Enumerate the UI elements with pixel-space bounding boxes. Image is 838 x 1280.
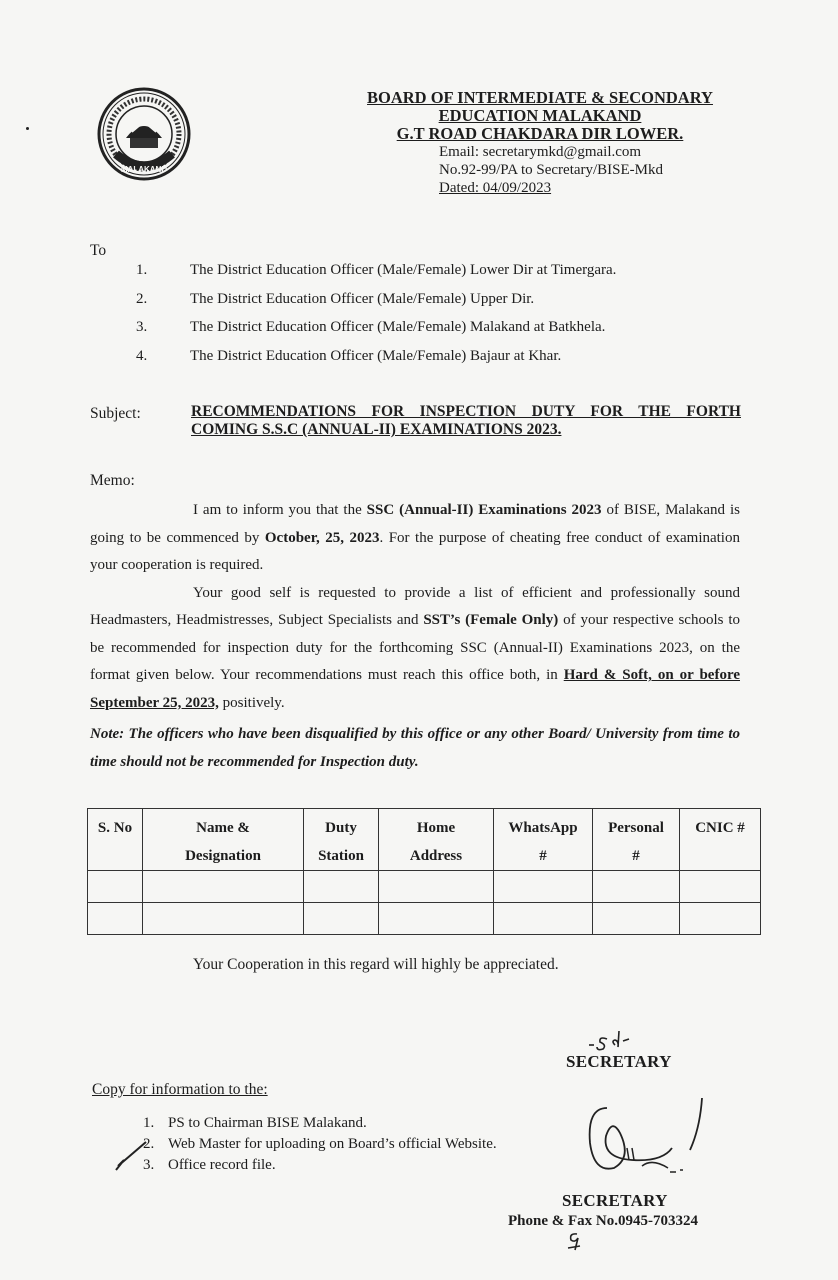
list-item: 2. The District Education Officer (Male/Female) Upper Dir. bbox=[136, 290, 535, 307]
board-address: G.T ROAD CHAKDARA DIR LOWER. bbox=[396, 124, 684, 143]
letterhead bbox=[340, 89, 740, 197]
svg-text:MALAKAND: MALAKAND bbox=[120, 165, 168, 174]
col-sno: S. No bbox=[88, 809, 143, 871]
paragraph-1: I am to inform you that the SSC (Annual-II) Examinations 2023 of BISE, Malakand is going to be commenced by October, 25, 2023. For the purpose of cheating free conduct of examination your cooperation is required. bbox=[90, 502, 740, 573]
col-whatsapp: WhatsApp # bbox=[494, 809, 593, 871]
table-header-row bbox=[88, 809, 761, 871]
board-name-line2: EDUCATION MALAKAND bbox=[438, 106, 642, 125]
cooperation-text: Your Cooperation in this regard will highly be appreciated. bbox=[193, 956, 559, 973]
to-label: To bbox=[90, 242, 107, 259]
col-home-address: Home Address bbox=[379, 809, 494, 871]
secretary-title-1: SECRETARY bbox=[566, 1052, 672, 1071]
col-duty-station: Duty Station bbox=[304, 809, 379, 871]
list-item: 1. PS to Chairman BISE Malakand. bbox=[143, 1115, 367, 1131]
table-row bbox=[88, 903, 761, 935]
scan-speck bbox=[26, 127, 29, 130]
list-item: 4. The District Education Officer (Male/Female) Bajaur at Khar. bbox=[136, 347, 562, 364]
phone-fax: Phone & Fax No.0945-703324 bbox=[508, 1213, 698, 1229]
copy-title: Copy for information to the: bbox=[92, 1081, 268, 1098]
subject-text: RECOMMENDATIONS FOR INSPECTION DUTY FOR THE FORTH COMING S.S.C (ANNUAL-II) EXAMINATIONS 2023. bbox=[191, 403, 741, 438]
list-item: 2. Web Master for uploading on Board’s official Website. bbox=[143, 1136, 497, 1152]
handwritten-mark bbox=[565, 1230, 585, 1252]
list-item: 3. Office record file. bbox=[143, 1157, 276, 1173]
board-name-line1: BOARD OF INTERMEDIATE & SECONDARY bbox=[367, 88, 713, 107]
copy-list bbox=[143, 1115, 497, 1178]
list-item: 3. The District Education Officer (Male/Female) Malakand at Batkhela. bbox=[136, 319, 606, 335]
col-name: Name & Designation bbox=[143, 809, 304, 871]
paragraph-2: Your good self is requested to provide a list of efficient and professionally sound Headmasters, Headmistresses, Subject Specialists and SST’s (Female Only) of your respective schools to be recommended for inspection duty for the forthcoming SSC (Annual-II) Examinations 2023, on the format given below. Your recommendations must reach this office both, in Hard & Soft, on or before September 25, 2023, positively. bbox=[90, 584, 740, 711]
reference-number: No.92-99/PA to Secretary/BISE-Mkd bbox=[439, 162, 664, 178]
memo-body bbox=[90, 497, 740, 717]
table-row bbox=[88, 871, 761, 903]
board-email: Email: secretarymkd@gmail.com bbox=[439, 144, 642, 160]
col-personal: Personal # bbox=[593, 809, 680, 871]
letter-date: Dated: 04/09/2023 bbox=[439, 180, 552, 196]
recipient-list bbox=[136, 262, 616, 376]
recommendation-format-table bbox=[87, 808, 761, 935]
memo-label: Memo: bbox=[90, 472, 135, 489]
note-text: Note: The officers who have been disqualified by this office or any other Board/ University from time to time should not be recommended for Inspection duty. bbox=[90, 726, 740, 770]
tick-mark bbox=[112, 1140, 152, 1172]
list-item: 1. The District Education Officer (Male/Female) Lower Dir at Timergara. bbox=[136, 262, 617, 278]
col-cnic: CNIC # bbox=[680, 809, 761, 871]
secretary-signature bbox=[572, 1088, 722, 1188]
subject-label: Subject: bbox=[90, 405, 141, 422]
secretary-title-2: SECRETARY bbox=[562, 1191, 668, 1210]
board-seal-logo bbox=[96, 86, 192, 182]
